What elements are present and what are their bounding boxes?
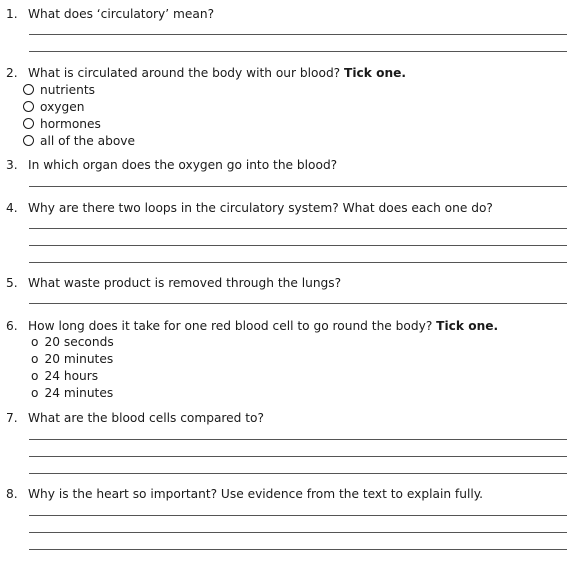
question-number: 3. bbox=[6, 158, 18, 172]
option-label: nutrients bbox=[40, 83, 95, 97]
option-label: 20 minutes bbox=[44, 352, 114, 366]
option-20-seconds[interactable] bbox=[31, 335, 114, 350]
radio-circle-icon[interactable] bbox=[23, 101, 34, 112]
answer-line[interactable] bbox=[29, 245, 567, 246]
bullet-o[interactable]: o bbox=[31, 369, 39, 383]
question-text: What does ‘circulatory’ mean? bbox=[28, 7, 215, 21]
question-text: What waste product is removed through the lungs? bbox=[28, 276, 342, 290]
radio-circle-icon[interactable] bbox=[23, 118, 34, 129]
answer-line[interactable] bbox=[29, 532, 567, 533]
option-label: 24 minutes bbox=[44, 386, 114, 400]
option-label: 20 seconds bbox=[44, 335, 114, 349]
radio-circle-icon[interactable] bbox=[23, 135, 34, 146]
question-7 bbox=[6, 411, 264, 426]
answer-line[interactable] bbox=[29, 303, 567, 304]
answer-line[interactable] bbox=[29, 456, 567, 457]
question-4 bbox=[6, 201, 493, 216]
question-number: 4. bbox=[6, 201, 18, 215]
radio-circle-icon[interactable] bbox=[23, 84, 34, 95]
question-5 bbox=[6, 276, 341, 291]
question-text: What are the blood cells compared to? bbox=[28, 411, 264, 425]
tick-one-instruction: Tick one. bbox=[436, 319, 499, 333]
option-label: hormones bbox=[40, 117, 101, 131]
question-number: 5. bbox=[6, 276, 18, 290]
question-text: In which organ does the oxygen go into the blood? bbox=[28, 158, 338, 172]
option-all-of-the-above[interactable] bbox=[23, 134, 135, 149]
answer-line[interactable] bbox=[29, 34, 567, 35]
question-number: 8. bbox=[6, 487, 18, 501]
question-3 bbox=[6, 158, 337, 173]
option-24-minutes[interactable] bbox=[31, 386, 113, 401]
answer-line[interactable] bbox=[29, 549, 567, 550]
option-label: all of the above bbox=[40, 134, 135, 148]
answer-line[interactable] bbox=[29, 51, 567, 52]
question-number: 6. bbox=[6, 319, 18, 333]
tick-one-instruction: Tick one. bbox=[344, 66, 407, 80]
answer-line[interactable] bbox=[29, 186, 567, 187]
question-number: 2. bbox=[6, 66, 18, 80]
option-20-minutes[interactable] bbox=[31, 352, 113, 367]
bullet-o[interactable]: o bbox=[31, 386, 39, 400]
option-hormones[interactable] bbox=[23, 117, 101, 132]
answer-line[interactable] bbox=[29, 228, 567, 229]
option-24-hours[interactable] bbox=[31, 369, 98, 384]
question-1 bbox=[6, 7, 214, 22]
bullet-o[interactable]: o bbox=[31, 335, 39, 349]
answer-line[interactable] bbox=[29, 262, 567, 263]
answer-line[interactable] bbox=[29, 515, 567, 516]
question-text: How long does it take for one red blood cell to go round the body? bbox=[28, 319, 433, 333]
option-label: 24 hours bbox=[44, 369, 99, 383]
option-oxygen[interactable] bbox=[23, 100, 84, 115]
bullet-o[interactable]: o bbox=[31, 352, 39, 366]
question-text: Why is the heart so important? Use evidence from the text to explain fully. bbox=[28, 487, 484, 501]
answer-line[interactable] bbox=[29, 439, 567, 440]
question-6 bbox=[6, 319, 498, 334]
question-text: Why are there two loops in the circulatory system? What does each one do? bbox=[28, 201, 493, 215]
question-number: 7. bbox=[6, 411, 18, 425]
question-text: What is circulated around the body with our blood? bbox=[28, 66, 341, 80]
option-label: oxygen bbox=[40, 100, 85, 114]
option-nutrients[interactable] bbox=[23, 83, 95, 98]
answer-line[interactable] bbox=[29, 473, 567, 474]
question-2 bbox=[6, 66, 406, 81]
question-8 bbox=[6, 487, 483, 502]
question-number: 1. bbox=[6, 7, 18, 21]
